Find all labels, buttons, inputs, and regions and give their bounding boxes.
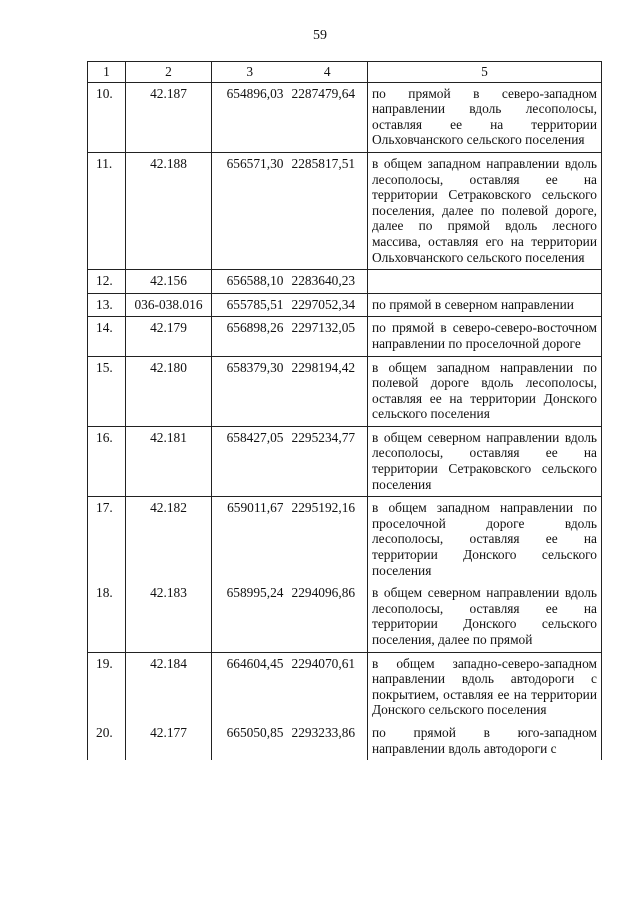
coord-x-cell: 665050,85 [212,722,288,760]
table-row [88,293,602,317]
point-id-cell: 42.184 [126,652,212,722]
table-row [88,652,602,722]
header-cell: 4 [288,62,368,83]
description-cell: по прямой в северо-северо-восточном направлении по проселочной дороге [368,317,602,356]
coord-x-cell: 655785,51 [212,293,288,317]
coord-y-cell: 2287479,64 [288,82,368,152]
point-id-cell: 42.187 [126,82,212,152]
description-cell: в общем северном направлении вдоль лесополосы, оставляя ее на территории Сетраковского сельского поселения [368,426,602,496]
coord-y-cell: 2294096,86 [288,582,368,652]
header-cell: 2 [126,62,212,83]
description-cell: по прямой в юго-западном направлении вдоль автодороги с [368,722,602,760]
header-cell: 1 [88,62,126,83]
description-cell: по прямой в северо-западном направлении вдоль лесополосы, оставляя ее на территории Ольховчанского сельского поселения [368,82,602,152]
coord-x-cell: 664604,45 [212,652,288,722]
point-id-cell: 42.156 [126,270,212,294]
coord-x-cell: 654896,03 [212,82,288,152]
row-number-cell: 12. [88,270,126,294]
row-number-cell: 17. [88,497,126,582]
coord-y-cell: 2298194,42 [288,356,368,426]
row-number-cell: 11. [88,152,126,269]
coord-x-cell: 658995,24 [212,582,288,652]
table-row [88,497,602,582]
point-id-cell: 42.183 [126,582,212,652]
coord-y-cell: 2294070,61 [288,652,368,722]
row-number-cell: 14. [88,317,126,356]
coord-x-cell: 656898,26 [212,317,288,356]
row-number-cell: 13. [88,293,126,317]
table-row [88,152,602,269]
table-row [88,82,602,152]
description-cell: в общем западном направлении по проселочной дороге вдоль лесополосы, оставляя ее на территории Донского сельского поселения [368,497,602,582]
row-number-cell: 15. [88,356,126,426]
description-cell: в общем западно-северо-западном направлении вдоль автодороги с покрытием, оставляя ее на территории Донского сельского поселения [368,652,602,722]
table-row [88,356,602,426]
header-cell: 5 [368,62,602,83]
table-row [88,270,602,294]
description-cell: в общем западном направлении вдоль лесополосы, оставляя ее на территории Сетраковского сельского поселения, далее по полевой дороге, далее по прямой вдоль лесного массива, оставляя его на территории Ольховчанского сельского поселения [368,152,602,269]
table-row [88,426,602,496]
coord-x-cell: 658379,30 [212,356,288,426]
description-cell: в общем северном направлении вдоль лесополосы, оставляя ее на территории Донского сельского поселения, далее по прямой [368,582,602,652]
coord-y-cell: 2295192,16 [288,497,368,582]
table-header-row [88,62,602,83]
point-id-cell: 42.182 [126,497,212,582]
row-number-cell: 20. [88,722,126,760]
coord-y-cell: 2285817,51 [288,152,368,269]
coord-y-cell: 2297052,34 [288,293,368,317]
row-number-cell: 10. [88,82,126,152]
point-id-cell: 42.188 [126,152,212,269]
page-number: 59 [313,28,327,43]
coord-y-cell: 2297132,05 [288,317,368,356]
boundary-table [87,61,602,760]
description-cell: в общем западном направлении по полевой дороге вдоль лесополосы, оставляя ее на территории Донского сельского поселения [368,356,602,426]
point-id-cell: 42.180 [126,356,212,426]
table-row [88,722,602,760]
row-number-cell: 18. [88,582,126,652]
coord-x-cell: 659011,67 [212,497,288,582]
table-row [88,582,602,652]
row-number-cell: 19. [88,652,126,722]
description-cell: по прямой в северном направлении [368,293,602,317]
coord-x-cell: 656571,30 [212,152,288,269]
point-id-cell: 42.181 [126,426,212,496]
coord-x-cell: 658427,05 [212,426,288,496]
point-id-cell: 42.177 [126,722,212,760]
row-number-cell: 16. [88,426,126,496]
table-row [88,317,602,356]
point-id-cell: 036-038.016 [126,293,212,317]
coord-y-cell: 2293233,86 [288,722,368,760]
point-id-cell: 42.179 [126,317,212,356]
coord-x-cell: 656588,10 [212,270,288,294]
header-cell: 3 [212,62,288,83]
coord-y-cell: 2283640,23 [288,270,368,294]
description-cell [368,270,602,294]
coord-y-cell: 2295234,77 [288,426,368,496]
